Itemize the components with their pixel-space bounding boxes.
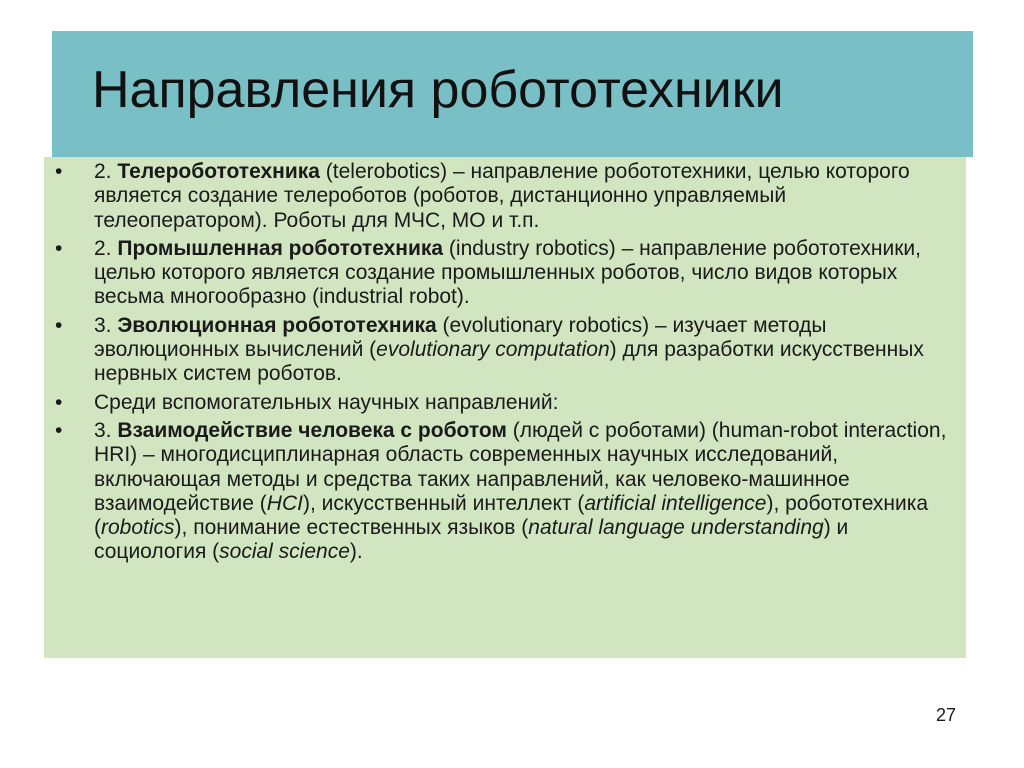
list-item-industrial-robotics: [52, 237, 957, 310]
item-italic-term: artificial intelligence: [584, 491, 767, 515]
item-italic-term: HCI: [266, 491, 303, 515]
item-text: (telerobotics) – направление робототехники, целью которого является создание телероботов (роботов, дистанционно управляемый телеоператором). Роботы для МЧС, МО и т.п.: [94, 160, 910, 232]
bullet-list: [52, 160, 957, 569]
bullet-icon: •: [55, 313, 63, 337]
item-number: 2.: [94, 236, 118, 260]
item-text: ), робототехника (: [94, 491, 929, 540]
item-text: Среди вспомогательных научных направлений:: [94, 390, 559, 414]
item-term: Взаимодействие человека с роботом: [117, 418, 507, 442]
list-item-telerobotics: [52, 160, 957, 233]
item-term: Промышленная робототехника: [117, 236, 444, 260]
item-text: (evolutionary robotics) – изучает методы эволюционных вычислений (: [94, 313, 827, 362]
list-item-evolutionary-robotics: [52, 314, 957, 387]
bullet-icon: •: [55, 390, 63, 414]
item-italic-term: social science: [219, 540, 350, 564]
slide-title: Направления робототехники: [92, 61, 784, 119]
item-term: Эволюционная робототехника: [117, 313, 437, 337]
list-item-auxiliary-directions: [52, 391, 957, 415]
item-number: 3.: [94, 418, 118, 442]
page-number: 27: [936, 705, 957, 725]
item-text: ).: [349, 540, 363, 564]
list-item-human-robot-interaction: [52, 419, 957, 565]
item-italic-term: evolutionary computation: [376, 338, 610, 362]
bullet-icon: •: [55, 160, 63, 183]
item-text: (industry robotics) – направление робототехники, целью которого является создание промышленных роботов, число видов которых весьма многообразно (industrial robot).: [94, 236, 921, 309]
item-text: ) для разработки искусственных нервных систем роботов.: [94, 338, 924, 386]
bullet-icon: •: [55, 418, 63, 442]
item-italic-term: robotics: [101, 516, 175, 540]
item-italic-term: natural language understanding: [528, 516, 824, 540]
bullet-icon: •: [55, 236, 63, 260]
item-number: 2.: [94, 160, 118, 183]
item-text: (людей с роботами) (human-robot interaction, HRI) – многодисциплинарная область современных научных исследований, включающая методы и средства таких направлений, как человеко-машинное взаимодействие (: [94, 418, 947, 515]
item-text: ) и социология (: [94, 516, 849, 564]
item-number: 3.: [94, 313, 118, 337]
item-term: Телеробототехника: [117, 160, 320, 183]
item-text: ), понимание естественных языков (: [174, 516, 529, 540]
item-text: ), искусственный интеллект (: [302, 491, 585, 515]
